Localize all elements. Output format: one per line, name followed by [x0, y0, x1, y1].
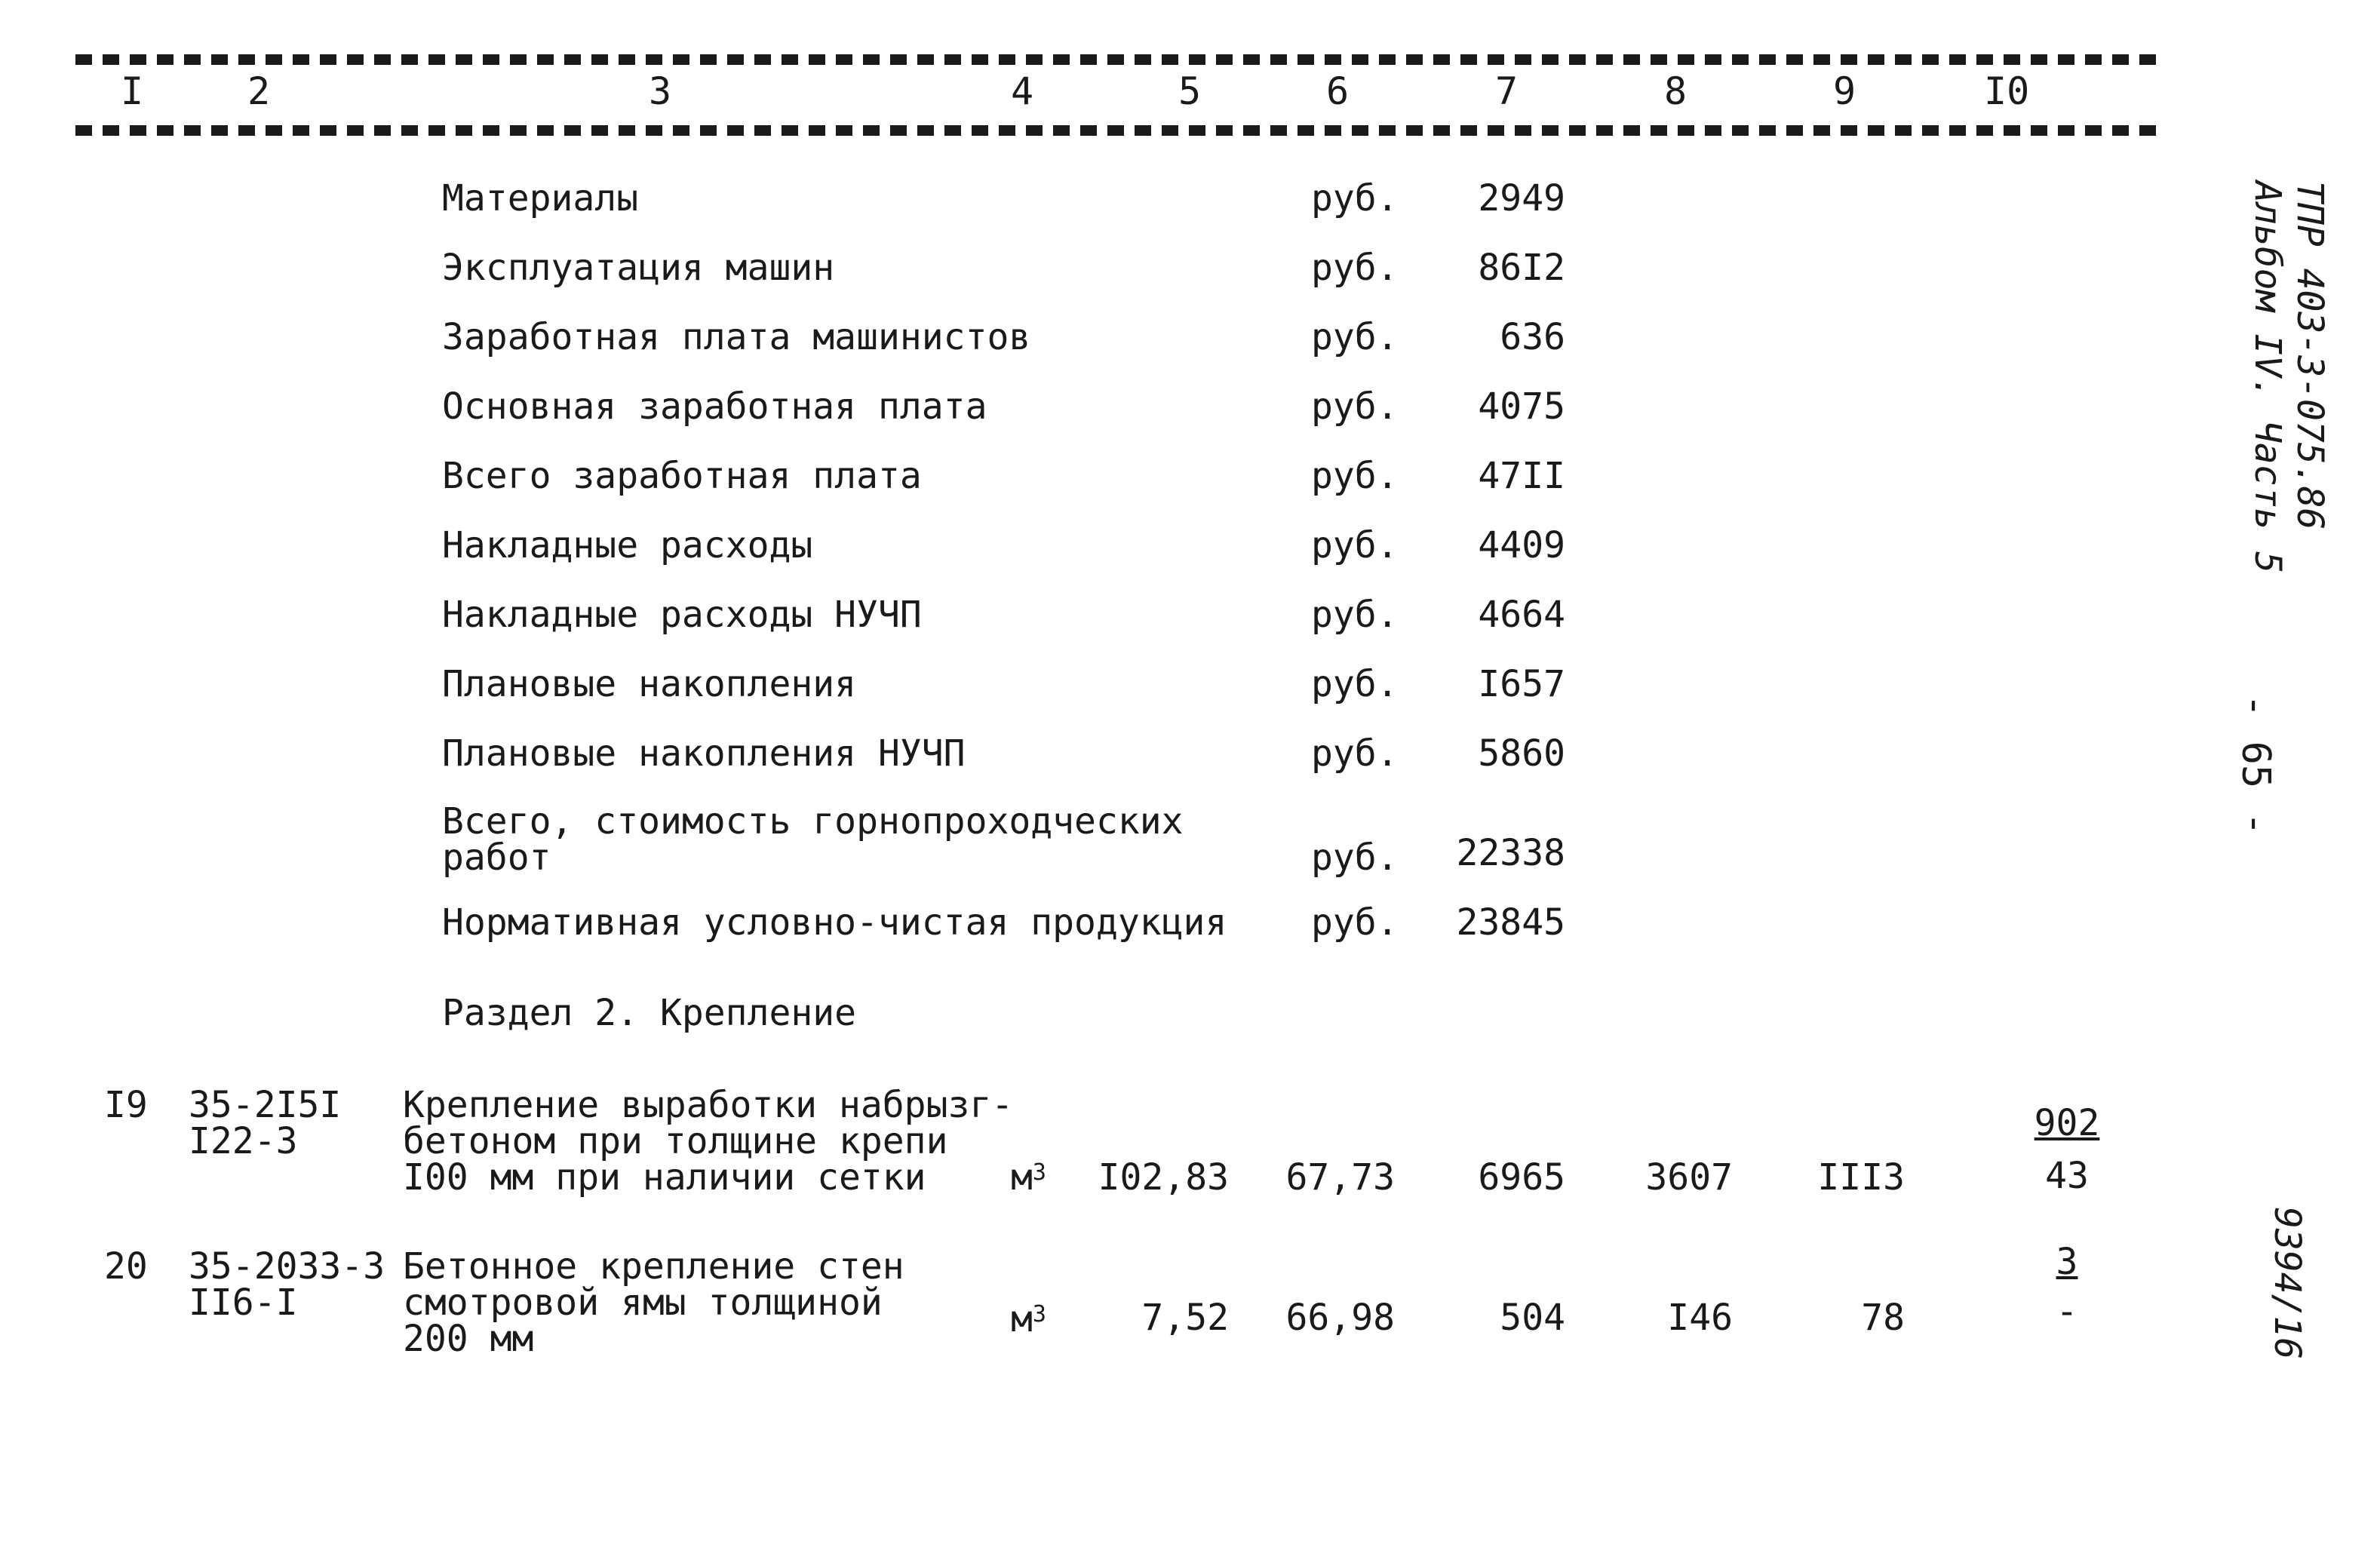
summary-unit: руб. — [1311, 247, 1399, 289]
summary-value: 636 — [1500, 316, 1565, 358]
row-number: I9 — [104, 1084, 148, 1126]
column-number: 3 — [649, 69, 672, 113]
column-number: 2 — [247, 69, 271, 113]
summary-label: Материалы — [442, 177, 639, 219]
row-code: I22-3 — [189, 1120, 298, 1162]
summary-label: Нормативная условно-чистая продукция — [442, 901, 1227, 944]
row-col10-numerator: 902 — [2034, 1102, 2100, 1144]
summary-value: 47II — [1478, 455, 1565, 497]
row-col8: I46 — [1667, 1297, 1733, 1339]
column-number: 7 — [1495, 69, 1519, 113]
row-col10-denominator: 43 — [2045, 1155, 2089, 1197]
summary-value: 22338 — [1456, 832, 1565, 874]
header-bottom-rule — [75, 125, 2165, 136]
row-col8: 3607 — [1645, 1156, 1733, 1199]
row-number: 20 — [104, 1245, 148, 1288]
summary-label: Всего заработная плата — [442, 455, 922, 497]
summary-unit: руб. — [1311, 524, 1399, 566]
summary-unit: руб. — [1311, 732, 1399, 775]
row-col5: 7,52 — [1141, 1297, 1229, 1339]
row-code: II6-I — [189, 1282, 298, 1324]
row-description: Бетонное крепление стен — [403, 1245, 904, 1288]
page-number: - 65 - — [2233, 694, 2278, 836]
summary-label: Плановые накопления НУЧП — [442, 732, 966, 775]
row-description: смотровой ямы толщиной — [403, 1282, 883, 1324]
summary-unit: руб. — [1311, 177, 1399, 219]
column-number: 5 — [1178, 69, 1202, 113]
row-col9: 78 — [1861, 1297, 1905, 1339]
row-unit: $м^3$ — [1011, 1156, 1046, 1199]
summary-label: Накладные расходы НУЧП — [442, 594, 922, 636]
album-reference — [2246, 181, 2331, 573]
summary-unit: руб. — [1311, 836, 1399, 879]
album-code: ТПР 403-3-075.86 — [2289, 181, 2331, 530]
row-col10-denominator: - — [2056, 1291, 2078, 1333]
summary-value: 4664 — [1478, 594, 1565, 636]
row-col7: 504 — [1500, 1297, 1565, 1339]
archive-stamp: 9394/16 — [2266, 1207, 2308, 1360]
summary-unit: руб. — [1311, 316, 1399, 358]
summary-label: Основная заработная плата — [442, 385, 987, 428]
summary-value: 2949 — [1478, 177, 1565, 219]
column-number: I — [121, 69, 144, 113]
summary-value: 86I2 — [1478, 247, 1565, 289]
summary-unit: руб. — [1311, 594, 1399, 636]
column-number: I0 — [1984, 69, 2030, 113]
row-description: бетоном при толщине крепи — [403, 1120, 948, 1162]
summary-label: Всего, стоимость горнопроходческих — [442, 800, 1184, 843]
row-col5: I02,83 — [1098, 1156, 1229, 1199]
summary-unit: руб. — [1311, 455, 1399, 497]
row-code: 35-2I5I — [189, 1084, 342, 1126]
row-col6: 66,98 — [1285, 1297, 1395, 1339]
header-top-rule — [75, 54, 2165, 65]
row-description: Крепление выработки набрызг- — [403, 1084, 1014, 1126]
column-number: 4 — [1011, 69, 1034, 113]
summary-label: Заработная плата машинистов — [442, 316, 1031, 358]
row-col7: 6965 — [1478, 1156, 1565, 1199]
column-number: 8 — [1664, 69, 1687, 113]
summary-label: Плановые накопления — [442, 663, 857, 705]
summary-label: Эксплуатация машин — [442, 247, 835, 289]
section-title: Раздел 2. Крепление — [442, 992, 857, 1034]
row-col10-numerator: 3 — [2056, 1241, 2078, 1283]
summary-value: I657 — [1478, 663, 1565, 705]
summary-label: Накладные расходы — [442, 524, 813, 566]
column-number: 6 — [1326, 69, 1350, 113]
row-col9: III3 — [1817, 1156, 1905, 1199]
row-col6: 67,73 — [1285, 1156, 1395, 1199]
row-code: 35-2033-3 — [189, 1245, 385, 1288]
summary-unit: руб. — [1311, 901, 1399, 944]
summary-value: 23845 — [1456, 901, 1565, 944]
row-unit: $м^3$ — [1011, 1298, 1046, 1340]
row-description: I00 мм при наличии сетки — [403, 1156, 926, 1199]
row-description: 200 мм — [403, 1318, 534, 1360]
summary-value: 5860 — [1478, 732, 1565, 775]
summary-label: работ — [442, 836, 551, 879]
summary-unit: руб. — [1311, 663, 1399, 705]
summary-value: 4409 — [1478, 524, 1565, 566]
summary-value: 4075 — [1478, 385, 1565, 428]
column-number: 9 — [1833, 69, 1856, 113]
summary-unit: руб. — [1311, 385, 1399, 428]
album-part: Альбом IV. Часть 5 — [2246, 181, 2289, 574]
